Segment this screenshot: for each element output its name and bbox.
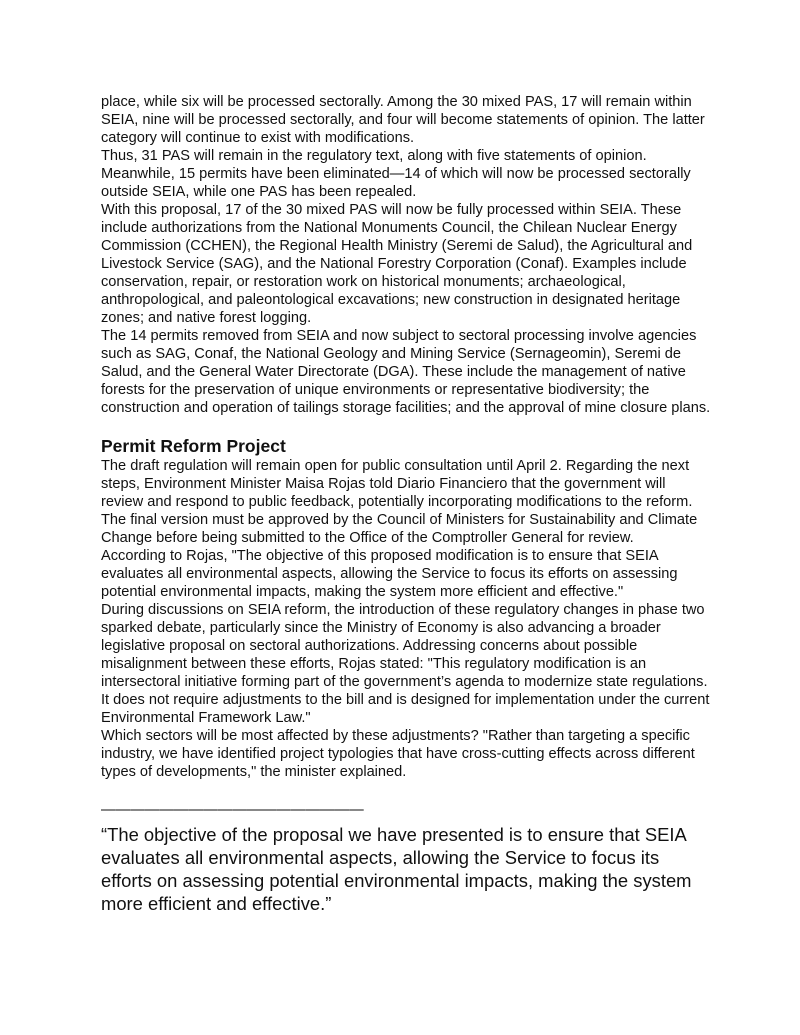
paragraph-affected-sectors: Which sectors will be most affected by these adjustments? "Rather than targeting a specific industry, we have identified project typologies that have cross-cutting effects across different types of developments," the minister explained. [101,728,695,780]
paragraph-mixed-pas: With this proposal, 17 of the 30 mixed PAS will now be fully processed within SEIA. These include authorizations from the National Monuments Council, the Chilean Nuclear Energy Commission (CCHEN), the Regional Health Ministry (Seremi de Salud), the Agricultural and Livestock Service (SAG), and the National Forestry Corporation (Conaf). Examples include conservation, repair, or restoration work on historical monuments; archaeological, anthropological, and paleontological excavations; new construction in designated heritage zones; and native forest logging. [101,202,693,326]
paragraph-pas-counts: place, while six will be processed sectorally. Among the 30 mixed PAS, 17 will remain within SEIA, nine will be processed sectorally, and four will become statements of opinion. The latter category will continue to exist with modifications. [101,94,705,146]
paragraph-rojas-objective: According to Rojas, "The objective of this proposed modification is to ensure that SEIA evaluates all environmental aspects, allowing the Service to focus its efforts on assessing potential environmental impacts, making the system more efficient and effective." [101,548,678,600]
paragraph-removed-permits: The 14 permits removed from SEIA and now subject to sectoral processing involve agencies such as SAG, Conaf, the National Geology and Mining Service (Sernageomin), Seremi de Salud, and the General Water Directorate (DGA). These include the management of native forests for the preservation of unique environments or representative biodiversity; the construction and operation of tailings storage facilities; and the approval of mine closure plans. [101,328,711,416]
section-heading: Permit Reform Project [101,436,286,456]
paragraph-draft-regulation: The draft regulation will remain open for public consultation until April 2. Regarding the next steps, Environment Minister Maisa Rojas told Diario Financiero that the government will review and respond to public feedback, potentially incorporating modifications to the reform. The final version must be approved by the Council of Ministers for Sustainability and Climate Change before being submitted to the Office of the Comptroller General for review. [101,458,698,546]
paragraph-pas-remaining: Thus, 31 PAS will remain in the regulatory text, along with five statements of opinion. Meanwhile, 15 permits have been eliminated—14 of which will now be processed sectorally outside SEIA, while one PAS has been repealed. [101,148,691,200]
separator-line: —————————————————— [101,802,364,818]
paragraph-reform-debate: During discussions on SEIA reform, the introduction of these regulatory changes in phase two sparked debate, particularly since the Ministry of Economy is also advancing a broader legislative proposal on sectoral authorizations. Addressing concerns about possible misalignment between these efforts, Rojas stated: "This regulatory modification is an intersectoral initiative forming part of the government’s agenda to modernize state regulations. It does not require adjustments to the bill and is designed for implementation under the current Environmental Framework Law." [101,602,710,726]
pull-quote: “The objective of the proposal we have presented is to ensure that SEIA evaluates all environmental aspects, allowing the Service to focus its efforts on assessing potential environmental impacts, making the system more efficient and effective.” [101,824,692,914]
document-page [101,93,711,915]
